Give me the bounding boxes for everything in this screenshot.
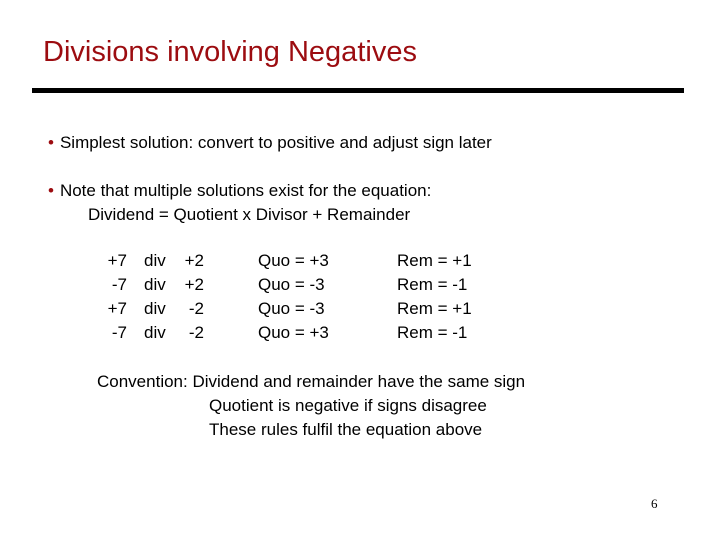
quotient: Quo = -3 <box>258 275 325 294</box>
dividend: -7 <box>111 275 127 294</box>
div-operator: div <box>144 275 166 294</box>
remainder: Rem = -1 <box>397 275 468 294</box>
remainder: Rem = +1 <box>397 299 472 318</box>
remainder: Rem = +1 <box>397 251 472 270</box>
divisor: -2 <box>188 299 204 318</box>
title-divider <box>32 88 684 93</box>
div-operator: div <box>144 251 166 270</box>
div-operator: div <box>144 299 166 318</box>
remainder: Rem = -1 <box>397 323 468 342</box>
div-operator: div <box>144 323 166 342</box>
convention-rule: These rules fulfil the equation above <box>209 420 483 439</box>
convention-rule: Quotient is negative if signs disagree <box>209 396 487 415</box>
dividend: +7 <box>107 299 127 318</box>
divisor: -2 <box>188 323 204 342</box>
bullet-simplest-solution <box>48 133 492 153</box>
convention-label: Convention: Dividend and remainder have the same sign <box>97 372 526 391</box>
dividend: -7 <box>111 323 127 342</box>
bullet-marker: • <box>48 133 54 152</box>
quotient: Quo = -3 <box>258 299 325 318</box>
bullet-marker: • <box>48 181 54 200</box>
equation-line: Dividend = Quotient x Divisor + Remainder <box>88 205 411 224</box>
bullet-text: Note that multiple solutions exist for the equation: <box>59 181 432 200</box>
page-number: 6 <box>651 496 658 511</box>
dividend: +7 <box>107 251 127 270</box>
divisor: +2 <box>184 275 204 294</box>
divisor: +2 <box>184 251 204 270</box>
bullet-text: Simplest solution: convert to positive and adjust sign later <box>59 133 492 152</box>
bullet-multiple-solutions <box>48 181 431 201</box>
slide-title: Divisions involving Negatives <box>43 36 417 68</box>
quotient: Quo = +3 <box>258 323 329 342</box>
quotient: Quo = +3 <box>258 251 329 270</box>
